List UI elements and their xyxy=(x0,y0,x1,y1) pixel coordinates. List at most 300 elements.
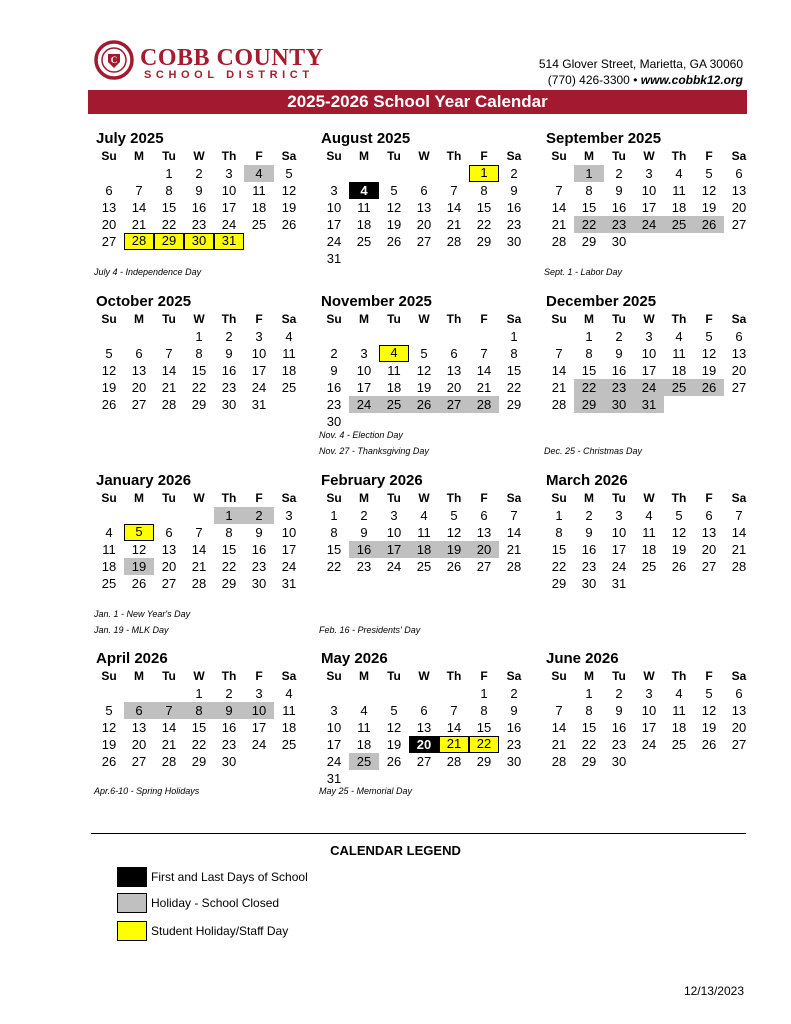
weekday-label: W xyxy=(418,669,430,683)
week-row xyxy=(94,362,304,379)
day-cell: 6 xyxy=(705,508,713,523)
brand-subtitle: SCHOOL DISTRICT xyxy=(144,69,314,81)
week-row xyxy=(544,685,754,702)
weekday-label: F xyxy=(480,149,488,163)
holiday-cell: 7 xyxy=(154,702,184,719)
weekday-label: Su xyxy=(101,312,117,326)
week-row xyxy=(544,507,754,524)
day-cell: 2 xyxy=(330,346,338,361)
day-cell: 15 xyxy=(506,363,522,378)
day-cell: 8 xyxy=(585,183,593,198)
empty-day-cell xyxy=(724,575,754,592)
day-cell: 23 xyxy=(221,380,237,395)
day-cell: 1 xyxy=(195,686,203,701)
empty-day-cell xyxy=(439,770,469,787)
day-cell: 26 xyxy=(101,397,117,412)
empty-day-cell xyxy=(469,328,499,345)
day-cell: 25 xyxy=(671,737,687,752)
holiday-note: Jan. 19 - MLK Day xyxy=(94,625,169,635)
weekday-label: M xyxy=(359,312,369,326)
day-cell: 25 xyxy=(416,559,432,574)
day-cell: 13 xyxy=(416,200,432,215)
day-cell: 15 xyxy=(191,720,207,735)
day-cell: 27 xyxy=(416,754,432,769)
empty-day-cell xyxy=(544,328,574,345)
weekday-label: Su xyxy=(101,669,117,683)
weekday-label: Su xyxy=(101,149,117,163)
empty-day-cell xyxy=(634,575,664,592)
day-cell: 23 xyxy=(581,559,597,574)
week-row xyxy=(94,575,304,592)
staff-day-cell: 21 xyxy=(439,736,469,753)
day-cell: 2 xyxy=(360,508,368,523)
day-cell: 6 xyxy=(165,525,173,540)
week-row xyxy=(544,199,754,216)
weekday-label: Tu xyxy=(162,312,176,326)
day-cell: 18 xyxy=(281,720,297,735)
day-cell: 4 xyxy=(285,686,293,701)
week-row xyxy=(319,396,529,413)
day-cell: 18 xyxy=(101,559,117,574)
brand-name: COBB COUNTY xyxy=(140,45,324,71)
day-cell: 3 xyxy=(645,329,653,344)
weekday-header xyxy=(319,490,529,507)
day-cell: 24 xyxy=(386,559,402,574)
holiday-cell: 1 xyxy=(214,507,244,524)
day-cell: 26 xyxy=(671,559,687,574)
day-cell: 28 xyxy=(551,234,567,249)
day-cell: 19 xyxy=(386,737,402,752)
holiday-cell: 9 xyxy=(214,702,244,719)
week-row xyxy=(319,328,529,345)
day-cell: 29 xyxy=(476,234,492,249)
day-cell: 1 xyxy=(510,329,518,344)
weekday-label: Sa xyxy=(731,149,747,163)
staff-day-cell: 22 xyxy=(469,736,499,753)
day-cell: 23 xyxy=(506,217,522,232)
day-cell: 11 xyxy=(357,720,371,735)
empty-day-cell xyxy=(664,233,694,250)
week-row xyxy=(544,328,754,345)
weekday-label: W xyxy=(418,149,430,163)
week-row xyxy=(544,362,754,379)
empty-day-cell xyxy=(379,165,409,182)
day-cell: 10 xyxy=(641,183,657,198)
week-row xyxy=(544,165,754,182)
day-cell: 10 xyxy=(356,363,372,378)
holiday-cell: 29 xyxy=(574,396,604,413)
day-cell: 30 xyxy=(506,754,522,769)
weekday-header xyxy=(544,311,754,328)
day-cell: 5 xyxy=(675,508,683,523)
empty-day-cell xyxy=(409,165,439,182)
weekday-label: Th xyxy=(671,491,687,505)
day-cell: 21 xyxy=(131,217,147,232)
weekday-label: W xyxy=(193,312,205,326)
month-title: February 2026 xyxy=(321,472,423,489)
day-cell: 13 xyxy=(731,703,747,718)
weekday-label: Th xyxy=(671,149,687,163)
day-cell: 21 xyxy=(476,380,492,395)
day-cell: 6 xyxy=(420,183,428,198)
day-cell: 27 xyxy=(731,217,747,232)
day-cell: 30 xyxy=(251,576,267,591)
day-cell: 12 xyxy=(701,346,717,361)
day-cell: 16 xyxy=(611,720,627,735)
day-cell: 14 xyxy=(446,200,462,215)
day-cell: 31 xyxy=(326,251,342,266)
day-cell: 29 xyxy=(476,754,492,769)
week-row xyxy=(94,216,304,233)
day-cell: 30 xyxy=(506,234,522,249)
month-notes xyxy=(94,606,190,638)
weekday-label: M xyxy=(584,669,594,683)
weekday-header xyxy=(319,148,529,165)
day-cell: 2 xyxy=(225,686,233,701)
weekday-label: Tu xyxy=(612,312,626,326)
day-cell: 8 xyxy=(165,183,173,198)
empty-day-cell xyxy=(439,685,469,702)
day-cell: 11 xyxy=(357,200,371,215)
day-cell: 29 xyxy=(581,754,597,769)
empty-day-cell xyxy=(409,770,439,787)
weekday-label: M xyxy=(134,491,144,505)
website-link[interactable]: www.cobbk12.org xyxy=(640,73,743,87)
day-cell: 7 xyxy=(450,703,458,718)
day-cell: 27 xyxy=(161,576,177,591)
day-cell: 10 xyxy=(641,703,657,718)
day-cell: 17 xyxy=(356,380,372,395)
day-cell: 11 xyxy=(282,703,296,718)
day-cell: 9 xyxy=(615,183,623,198)
day-cell: 5 xyxy=(390,703,398,718)
weekday-label: F xyxy=(480,491,488,505)
empty-day-cell xyxy=(694,753,724,770)
day-cell: 9 xyxy=(225,346,233,361)
day-cell: 13 xyxy=(731,183,747,198)
holiday-note: Nov. 4 - Election Day xyxy=(319,430,403,440)
week-row xyxy=(319,182,529,199)
weekday-label: W xyxy=(193,491,205,505)
weekday-label: Su xyxy=(326,149,342,163)
contact-info xyxy=(539,56,743,88)
day-cell: 5 xyxy=(105,346,113,361)
month-title: November 2025 xyxy=(321,293,432,310)
month-calendar xyxy=(544,130,754,250)
weekday-label: W xyxy=(643,669,655,683)
day-cell: 29 xyxy=(551,576,567,591)
day-cell: 17 xyxy=(611,542,627,557)
day-cell: 2 xyxy=(510,686,518,701)
day-cell: 14 xyxy=(506,525,522,540)
day-cell: 16 xyxy=(611,363,627,378)
day-cell: 11 xyxy=(672,703,686,718)
weekday-label: F xyxy=(705,312,713,326)
holiday-cell: 25 xyxy=(349,753,379,770)
day-cell: 1 xyxy=(555,508,563,523)
day-cell: 19 xyxy=(671,542,687,557)
day-cell: 15 xyxy=(326,542,342,557)
day-cell: 7 xyxy=(555,183,563,198)
weekday-label: Th xyxy=(221,669,237,683)
day-cell: 10 xyxy=(641,346,657,361)
day-cell: 3 xyxy=(225,166,233,181)
weekday-label: Su xyxy=(326,491,342,505)
weekday-label: F xyxy=(705,491,713,505)
day-cell: 16 xyxy=(506,720,522,735)
weekday-label: Sa xyxy=(281,149,297,163)
day-cell: 9 xyxy=(510,703,518,718)
weekday-label: Su xyxy=(551,669,567,683)
day-cell: 21 xyxy=(161,737,177,752)
empty-day-cell xyxy=(319,685,349,702)
empty-day-cell xyxy=(319,165,349,182)
day-cell: 12 xyxy=(701,703,717,718)
holiday-cell: 28 xyxy=(469,396,499,413)
day-cell: 5 xyxy=(390,183,398,198)
week-row xyxy=(94,233,304,250)
day-cell: 11 xyxy=(102,542,116,557)
day-cell: 3 xyxy=(360,346,368,361)
day-cell: 21 xyxy=(551,380,567,395)
week-row xyxy=(94,345,304,362)
day-cell: 14 xyxy=(731,525,747,540)
day-cell: 13 xyxy=(131,720,147,735)
week-row xyxy=(94,396,304,413)
day-cell: 20 xyxy=(731,720,747,735)
staff-day-cell: 30 xyxy=(184,233,214,250)
day-cell: 2 xyxy=(615,686,623,701)
weekday-header xyxy=(544,668,754,685)
day-cell: 21 xyxy=(506,542,522,557)
day-cell: 28 xyxy=(446,234,462,249)
day-cell: 4 xyxy=(645,508,653,523)
empty-day-cell xyxy=(274,233,304,250)
day-cell: 21 xyxy=(551,737,567,752)
weekday-label: F xyxy=(255,491,263,505)
day-cell: 27 xyxy=(101,234,117,249)
week-row xyxy=(319,507,529,524)
empty-day-cell xyxy=(124,685,154,702)
weekday-label: Th xyxy=(221,491,237,505)
weekday-header xyxy=(94,668,304,685)
week-row xyxy=(94,558,304,575)
holiday-note: Nov. 27 - Thanksgiving Day xyxy=(319,446,429,456)
day-cell: 9 xyxy=(510,183,518,198)
week-row xyxy=(94,736,304,753)
day-cell: 24 xyxy=(221,217,237,232)
day-cell: 29 xyxy=(191,754,207,769)
day-cell: 19 xyxy=(101,380,117,395)
day-cell: 7 xyxy=(135,183,143,198)
day-cell: 3 xyxy=(645,166,653,181)
weekday-header xyxy=(319,668,529,685)
weekday-label: M xyxy=(359,669,369,683)
day-cell: 6 xyxy=(135,346,143,361)
holiday-note: July 4 - Independence Day xyxy=(94,267,202,277)
legend-swatch xyxy=(117,893,147,913)
holiday-cell: 8 xyxy=(184,702,214,719)
weekday-label: Th xyxy=(446,491,462,505)
empty-day-cell xyxy=(469,250,499,267)
day-cell: 7 xyxy=(555,346,563,361)
staff-day-cell: 29 xyxy=(154,233,184,250)
day-cell: 13 xyxy=(161,542,177,557)
day-cell: 3 xyxy=(330,703,338,718)
day-cell: 6 xyxy=(450,346,458,361)
week-row xyxy=(94,753,304,770)
month-calendar xyxy=(94,130,304,250)
weekday-label: Su xyxy=(101,491,117,505)
weekday-label: M xyxy=(359,149,369,163)
month-notes xyxy=(544,443,642,459)
weekday-label: Su xyxy=(551,149,567,163)
empty-day-cell xyxy=(439,165,469,182)
day-cell: 15 xyxy=(161,200,177,215)
day-cell: 24 xyxy=(281,559,297,574)
day-cell: 20 xyxy=(446,380,462,395)
day-cell: 26 xyxy=(386,754,402,769)
day-cell: 22 xyxy=(551,559,567,574)
day-cell: 13 xyxy=(476,525,492,540)
empty-day-cell xyxy=(244,753,274,770)
weekday-label: Th xyxy=(221,149,237,163)
weekday-header xyxy=(94,148,304,165)
legend-item xyxy=(117,920,288,942)
empty-day-cell xyxy=(154,685,184,702)
day-cell: 11 xyxy=(252,183,266,198)
empty-day-cell xyxy=(634,233,664,250)
weekday-label: F xyxy=(705,149,713,163)
day-cell: 26 xyxy=(131,576,147,591)
day-cell: 28 xyxy=(506,559,522,574)
day-cell: 22 xyxy=(581,737,597,752)
day-cell: 6 xyxy=(420,703,428,718)
month-calendar xyxy=(319,650,529,787)
month-notes xyxy=(319,427,429,459)
month-title: April 2026 xyxy=(96,650,168,667)
day-cell: 8 xyxy=(585,346,593,361)
weekday-label: Sa xyxy=(506,312,522,326)
month-calendar xyxy=(544,293,754,413)
address-line: 514 Glover Street, Marietta, GA 30060 xyxy=(538,57,743,71)
day-cell: 20 xyxy=(101,217,117,232)
day-cell: 17 xyxy=(251,363,267,378)
day-cell: 2 xyxy=(615,166,623,181)
month-calendar xyxy=(319,130,529,267)
day-cell: 24 xyxy=(326,754,342,769)
day-cell: 26 xyxy=(701,737,717,752)
empty-day-cell xyxy=(274,396,304,413)
empty-day-cell xyxy=(724,396,754,413)
empty-day-cell xyxy=(319,328,349,345)
month-title: December 2025 xyxy=(546,293,657,310)
day-cell: 21 xyxy=(191,559,207,574)
day-cell: 28 xyxy=(446,754,462,769)
day-cell: 15 xyxy=(551,542,567,557)
day-cell: 12 xyxy=(446,525,462,540)
day-cell: 23 xyxy=(506,737,522,752)
week-row xyxy=(94,165,304,182)
day-cell: 7 xyxy=(510,508,518,523)
day-cell: 21 xyxy=(731,542,747,557)
month-notes xyxy=(319,622,420,638)
month-title: May 2026 xyxy=(321,650,388,667)
day-cell: 8 xyxy=(330,525,338,540)
week-row xyxy=(319,250,529,267)
day-cell: 14 xyxy=(161,720,177,735)
holiday-note: Apr.6-10 - Spring Holidays xyxy=(94,786,200,796)
empty-day-cell xyxy=(409,328,439,345)
weekday-label: W xyxy=(418,312,430,326)
month-calendar xyxy=(94,472,304,592)
phone-line xyxy=(539,72,743,88)
day-cell: 18 xyxy=(671,720,687,735)
holiday-cell: 25 xyxy=(664,379,694,396)
week-row xyxy=(544,396,754,413)
day-cell: 8 xyxy=(480,183,488,198)
day-cell: 7 xyxy=(555,703,563,718)
day-cell: 6 xyxy=(735,686,743,701)
week-row xyxy=(319,541,529,558)
day-cell: 14 xyxy=(191,542,207,557)
day-cell: 1 xyxy=(195,329,203,344)
empty-day-cell xyxy=(94,328,124,345)
day-cell: 5 xyxy=(105,703,113,718)
weekday-label: M xyxy=(359,491,369,505)
day-cell: 29 xyxy=(191,397,207,412)
weekday-label: M xyxy=(134,312,144,326)
day-cell: 12 xyxy=(671,525,687,540)
empty-day-cell xyxy=(499,250,529,267)
weekday-label: Tu xyxy=(612,491,626,505)
day-cell: 2 xyxy=(225,329,233,344)
day-cell: 3 xyxy=(330,183,338,198)
weekday-label: F xyxy=(480,312,488,326)
empty-day-cell xyxy=(349,685,379,702)
day-cell: 19 xyxy=(701,720,717,735)
holiday-cell: 25 xyxy=(379,396,409,413)
day-cell: 11 xyxy=(417,525,431,540)
day-cell: 3 xyxy=(390,508,398,523)
holiday-cell: 10 xyxy=(244,702,274,719)
day-cell: 18 xyxy=(671,363,687,378)
empty-day-cell xyxy=(274,753,304,770)
month-calendar xyxy=(319,472,529,575)
empty-day-cell xyxy=(544,165,574,182)
day-cell: 27 xyxy=(131,397,147,412)
weekday-label: Sa xyxy=(731,312,747,326)
empty-day-cell xyxy=(634,753,664,770)
day-cell: 25 xyxy=(281,737,297,752)
day-cell: 1 xyxy=(585,686,593,701)
month-calendar xyxy=(544,650,754,770)
weekday-label: Th xyxy=(446,312,462,326)
empty-day-cell xyxy=(724,753,754,770)
day-cell: 3 xyxy=(255,686,263,701)
day-cell: 22 xyxy=(191,380,207,395)
day-cell: 30 xyxy=(611,754,627,769)
week-row xyxy=(94,719,304,736)
day-cell: 15 xyxy=(581,200,597,215)
week-row xyxy=(94,524,304,541)
day-cell: 12 xyxy=(101,720,117,735)
revision-date: 12/13/2023 xyxy=(683,984,744,998)
day-cell: 11 xyxy=(282,346,296,361)
week-row xyxy=(319,362,529,379)
day-cell: 4 xyxy=(285,329,293,344)
day-cell: 12 xyxy=(131,542,147,557)
